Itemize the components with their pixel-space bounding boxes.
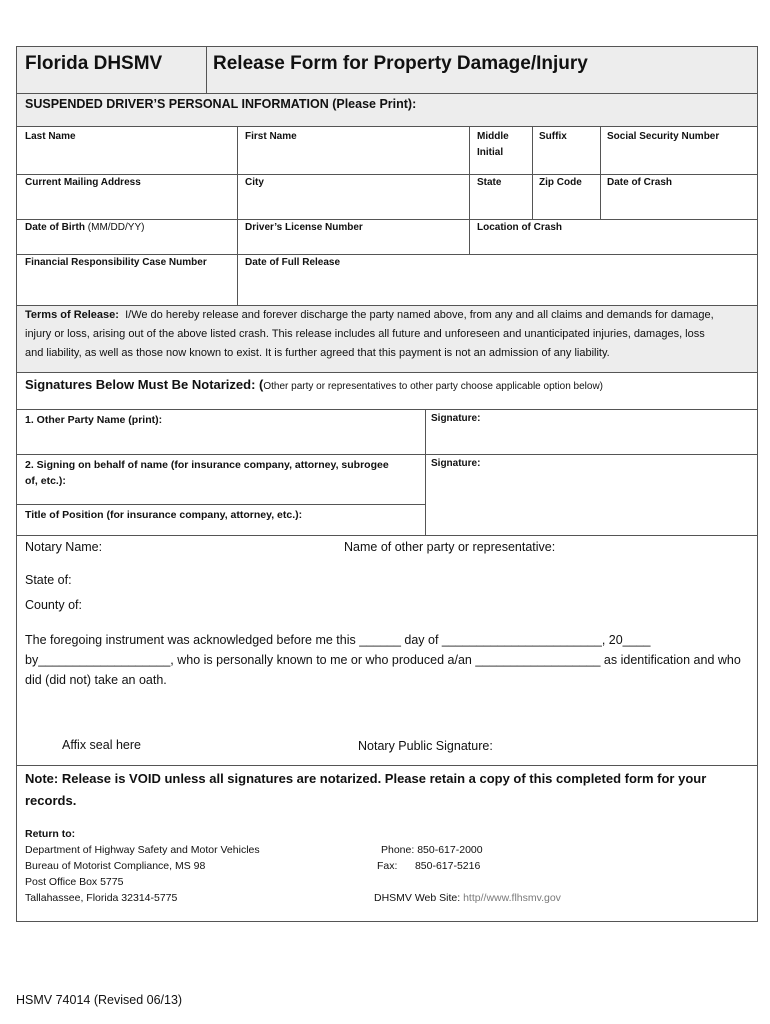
void-note: [25, 768, 755, 812]
fax-line: [377, 858, 480, 874]
last-name-field[interactable]: Last Name: [25, 131, 76, 142]
signatures-heading-text: Signatures Below Must Be Notarized: (: [25, 377, 264, 392]
terms-line-1: I/We do hereby release and forever discharge the party named above, from any and all claims and demands for damage,: [125, 309, 714, 321]
personal-info-title: SUSPENDED DRIVER’S PERSONAL INFORMATION (Please Print):: [25, 97, 417, 111]
acknowledgement-text: [25, 630, 755, 690]
signature-field-1[interactable]: Signature:: [431, 413, 481, 424]
void-note-line-2: records.: [25, 793, 77, 808]
fax-number: 850-617-5216: [414, 860, 481, 872]
return-to-label: Return to:: [25, 828, 76, 840]
zip-code-field[interactable]: Zip Code: [539, 177, 582, 188]
agency-title: Florida DHSMV: [25, 53, 163, 74]
signatures-heading: [25, 375, 603, 397]
county-of-field[interactable]: County of:: [25, 598, 82, 612]
other-party-representative-field[interactable]: Name of other party or representative:: [344, 540, 556, 554]
terms-line-3: and liability, as well as those now known to exist. It is further agreed that this payment is not an admission of any liability.: [25, 347, 610, 359]
return-to-block: [25, 826, 260, 906]
state-field[interactable]: State: [477, 177, 502, 188]
ack-line-3: did (did not) take an oath.: [25, 673, 167, 687]
fr-case-number-field[interactable]: Financial Responsibility Case Number: [25, 257, 207, 268]
void-note-line-1: Note: Release is VOID unless all signatures are notarized. Please retain a copy of this completed form for your: [25, 771, 707, 786]
fax-label: Fax:: [377, 860, 398, 872]
return-address-line-2: Bureau of Motorist Compliance, MS 98: [25, 860, 206, 872]
terms-line-2: injury or loss, arising out of the above listed crash. This release includes all future and unforeseen and unanticipated injuries, damages, loss: [25, 328, 705, 340]
license-number-field[interactable]: Driver’s License Number: [245, 222, 363, 233]
form-title: Release Form for Property Damage/Injury: [213, 53, 588, 74]
signature-field-2[interactable]: Signature:: [431, 458, 481, 469]
website-line: [374, 890, 561, 906]
ack-line-2: by___________________, who is personally known to me or who produced a/an __________________ as identification and who: [25, 653, 741, 667]
behalf-line-1: 2. Signing on behalf of name (for insurance company, attorney, subrogee: [25, 459, 389, 471]
location-of-crash-field[interactable]: Location of Crash: [477, 222, 563, 233]
suffix-field[interactable]: Suffix: [539, 131, 567, 142]
ack-line-1: The foregoing instrument was acknowledged before me this ______ day of _______________________, 20____: [25, 633, 651, 647]
notary-name-field[interactable]: Notary Name:: [25, 540, 103, 554]
state-of-field[interactable]: State of:: [25, 573, 72, 587]
terms-label: Terms of Release:: [25, 309, 119, 321]
middle-initial-field[interactable]: Initial: [477, 147, 504, 158]
middle-initial-label-1: Middle: [477, 131, 509, 142]
date-of-crash-field[interactable]: Date of Crash: [607, 177, 673, 188]
website-label: DHSMV Web Site:: [374, 892, 461, 904]
city-field[interactable]: City: [245, 177, 264, 188]
form-number: HSMV 74014 (Revised 06/13): [16, 993, 183, 1007]
website-link[interactable]: http//www.flhsmv.gov: [463, 892, 561, 904]
notary-signature-field[interactable]: Notary Public Signature:: [358, 739, 493, 753]
signatures-note: Other party or representatives to other party choose applicable option below): [263, 381, 604, 392]
date-full-release-field[interactable]: Date of Full Release: [245, 257, 341, 268]
phone-number: Phone: 850-617-2000: [381, 844, 483, 856]
return-address-line-3: Post Office Box 5775: [25, 876, 124, 888]
behalf-line-2: of, etc.):: [25, 475, 66, 487]
dob-label: Date of Birth: [25, 222, 85, 233]
dob-format: (MM/DD/YY): [87, 222, 145, 233]
mailing-address-field[interactable]: Current Mailing Address: [25, 177, 141, 188]
return-address-line-4: Tallahassee, Florida 32314-5775: [25, 892, 178, 904]
first-name-field[interactable]: First Name: [245, 131, 297, 142]
affix-seal-area: Affix seal here: [62, 738, 141, 752]
return-address-line-1: Department of Highway Safety and Motor Vehicles: [25, 844, 260, 856]
other-party-name-field[interactable]: 1. Other Party Name (print):: [25, 414, 163, 426]
signing-on-behalf-field[interactable]: [25, 457, 389, 489]
terms-of-release: [25, 306, 753, 363]
release-form: [16, 46, 758, 922]
title-of-position-field[interactable]: Title of Position (for insurance company, attorney, etc.):: [25, 509, 303, 521]
ssn-field[interactable]: Social Security Number: [607, 131, 720, 142]
date-of-birth-field[interactable]: [25, 220, 144, 236]
